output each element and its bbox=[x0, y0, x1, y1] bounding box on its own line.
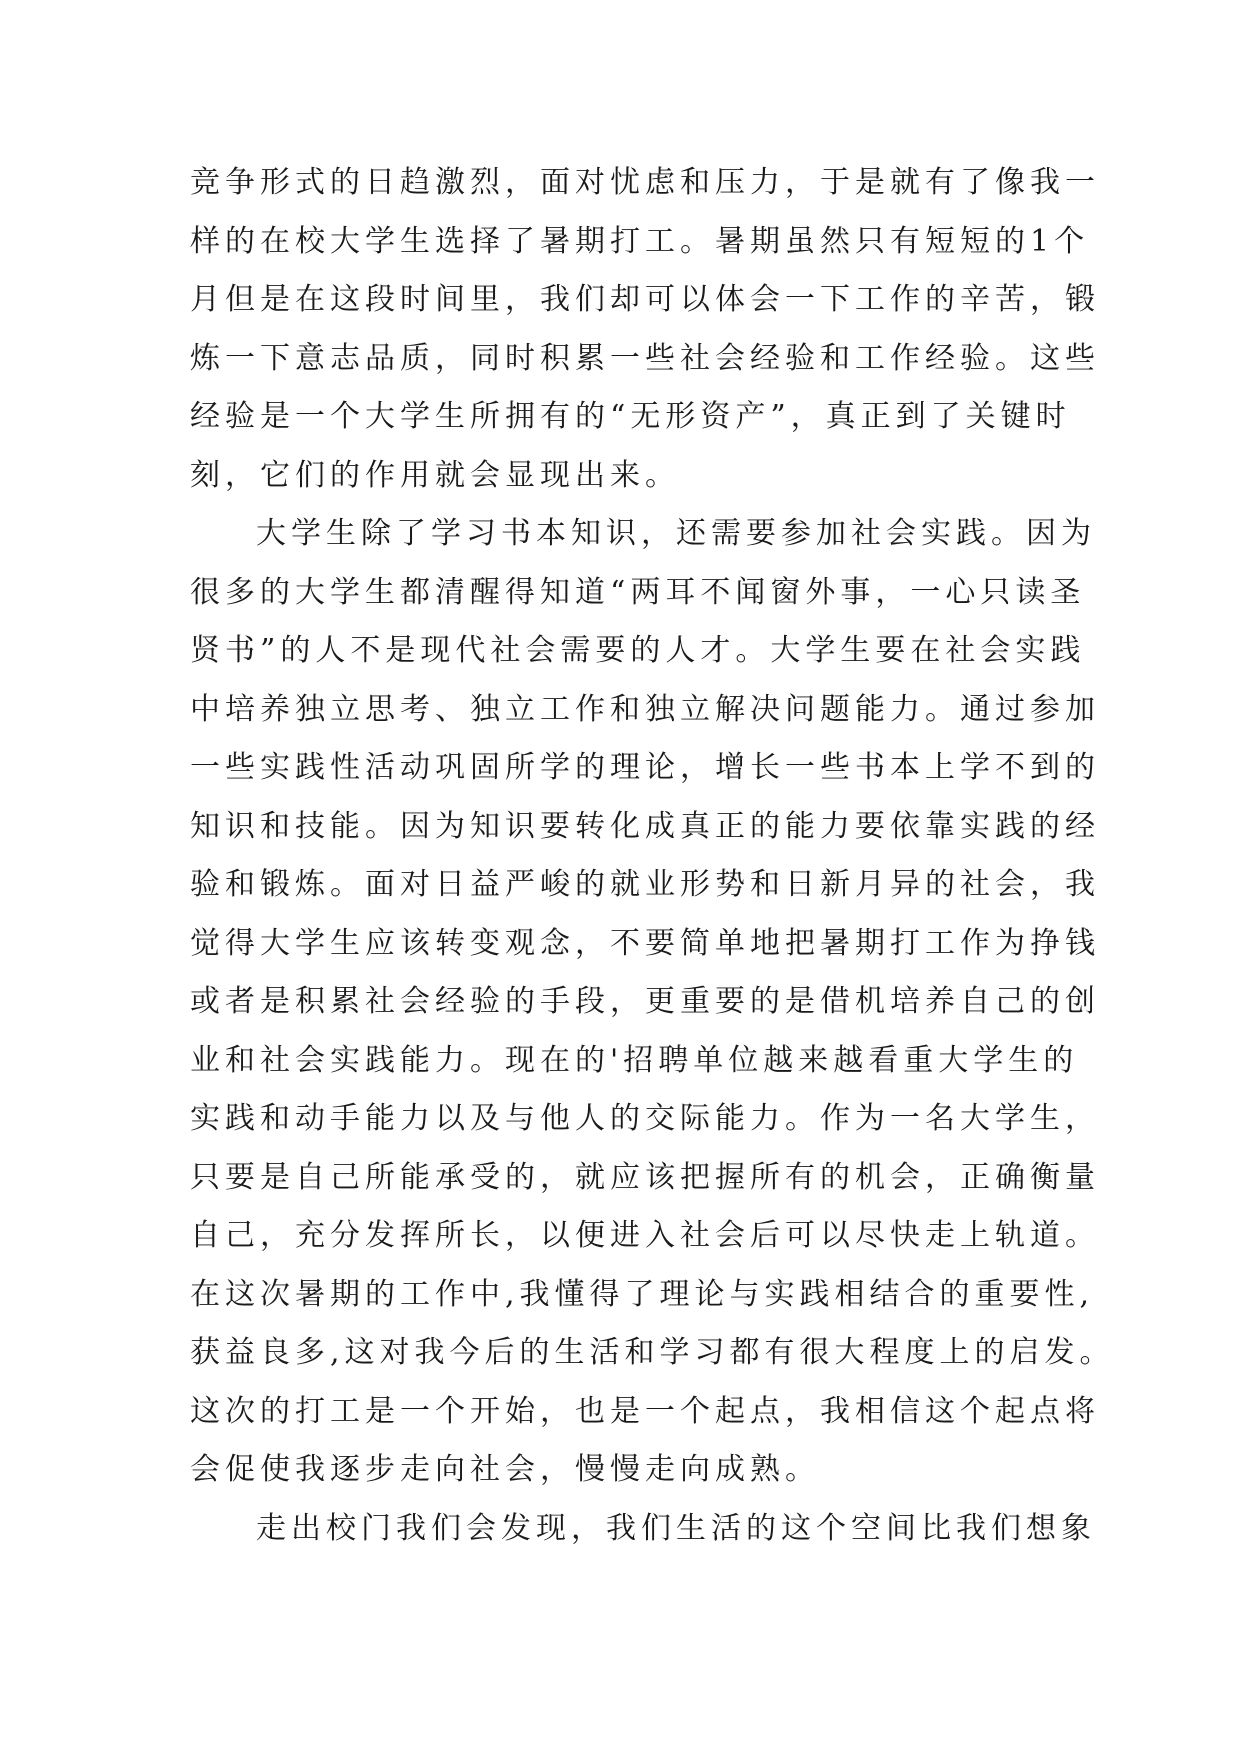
text-line: 经验是一个大学生所拥有的“无形资产”，真正到了关键时 bbox=[190, 399, 1071, 434]
text-line: 自己，充分发挥所长，以便进入社会后可以尽快走上轨道。 bbox=[190, 1218, 1100, 1253]
text-line: 获益良多,这对我今后的生活和学习都有很大程度上的启发。 bbox=[190, 1335, 1115, 1370]
text-line: 觉得大学生应该转变观念，不要简单地把暑期打工作为挣钱 bbox=[190, 925, 1100, 961]
text-line: 实践和动手能力以及与他人的交际能力。作为一名大学生， bbox=[190, 1101, 1100, 1136]
text-line: 刻，它们的作用就会显现出来。 bbox=[190, 457, 680, 493]
text-line: 验和锻炼。面对日益严峻的就业形势和日新月异的社会，我 bbox=[190, 867, 1100, 902]
text-line: 样的在校大学生选择了暑期打工。暑期虽然只有短短的1个 bbox=[190, 223, 1090, 259]
text-line: 走出校门我们会发现，我们生活的这个空间比我们想象 bbox=[256, 1510, 1096, 1546]
text-line: 月但是在这段时间里，我们却可以体会一下工作的辛苦，锻 bbox=[190, 282, 1100, 317]
text-line: 会促使我逐步走向社会，慢慢走向成熟。 bbox=[190, 1452, 820, 1487]
text-line: 大学生除了学习书本知识，还需要参加社会实践。因为 bbox=[256, 516, 1096, 551]
text-line: 一些实践性活动巩固所学的理论，增长一些书本上学不到的 bbox=[190, 750, 1100, 785]
text-line: 知识和技能。因为知识要转化成真正的能力要依靠实践的经 bbox=[190, 808, 1100, 844]
text-line: 业和社会实践能力。现在的'招聘单位越来越看重大学生的 bbox=[190, 1042, 1079, 1078]
text-line: 在这次暑期的工作中,我懂得了理论与实践相结合的重要性, bbox=[190, 1276, 1095, 1312]
document-body bbox=[190, 154, 1115, 1558]
text-line: 很多的大学生都清醒得知道“两耳不闻窗外事，一心只读圣 bbox=[190, 574, 1086, 610]
text-line: 中培养独立思考、独立工作和独立解决问题能力。通过参加 bbox=[190, 691, 1100, 727]
text-line: 贤书”的人不是现代社会需要的人才。大学生要在社会实践 bbox=[190, 633, 1086, 668]
text-line: 或者是积累社会经验的手段，更重要的是借机培养自己的创 bbox=[190, 984, 1100, 1019]
text-line: 竞争形式的日趋激烈，面对忧虑和压力，于是就有了像我一 bbox=[190, 165, 1100, 200]
text-line: 这次的打工是一个开始，也是一个起点，我相信这个起点将 bbox=[190, 1393, 1100, 1429]
text-line: 炼一下意志品质，同时积累一些社会经验和工作经验。这些 bbox=[190, 340, 1100, 376]
text-line: 只要是自己所能承受的，就应该把握所有的机会，正确衡量 bbox=[190, 1159, 1100, 1195]
